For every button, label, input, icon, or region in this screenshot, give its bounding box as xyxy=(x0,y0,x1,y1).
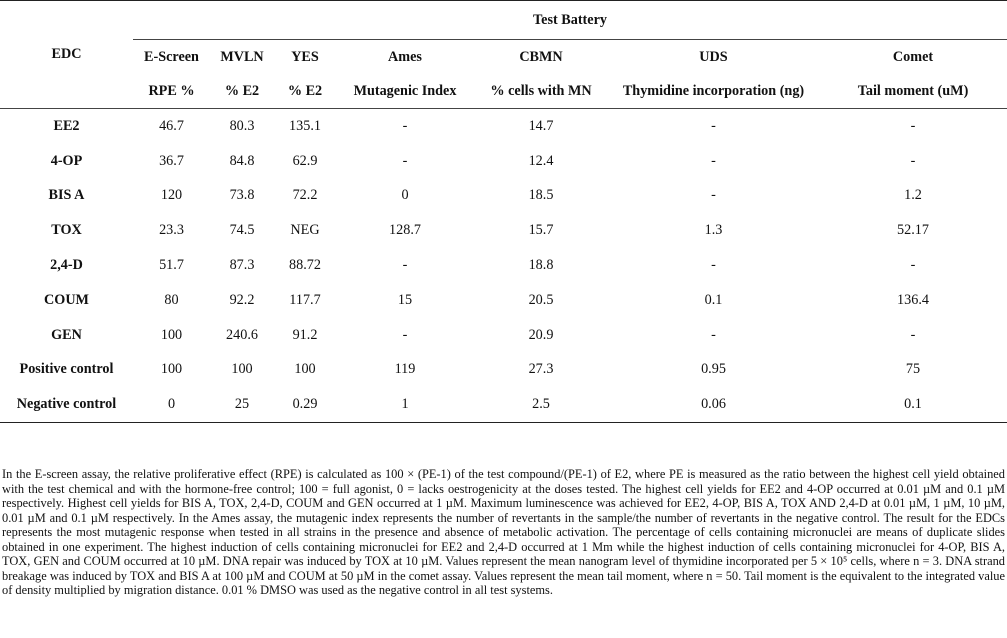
edc-label: COUM xyxy=(44,291,89,308)
column-name-row xyxy=(0,40,1007,75)
edc-label: 2,4-D xyxy=(50,257,83,274)
table-cell: - xyxy=(711,326,716,343)
table-cell: 36.7 xyxy=(159,152,184,169)
column-unit-cbmn: % cells with MN xyxy=(474,74,608,109)
table-cell: 87.3 xyxy=(229,257,255,274)
table-cell: 91.2 xyxy=(292,326,318,343)
table-cell: 74.5 xyxy=(229,222,255,239)
table-cell: NEG xyxy=(290,222,320,239)
table-cell: 100 xyxy=(160,361,183,378)
column-unit-ames: Mutagenic Index xyxy=(336,74,474,109)
table-row xyxy=(0,353,1007,388)
table-cell: 18.8 xyxy=(528,257,554,274)
column-header-uds: UDS xyxy=(699,48,728,65)
table-cell: 75 xyxy=(905,361,921,378)
table-row xyxy=(0,144,1007,179)
table-cell: 20.9 xyxy=(528,326,554,343)
test-battery-header: Test Battery xyxy=(133,1,1007,40)
table-cell: 23.3 xyxy=(159,222,184,239)
table-cell: 0.1 xyxy=(819,387,1007,422)
table-row xyxy=(0,387,1007,422)
column-header-ames: Ames xyxy=(388,48,422,65)
column-unit-yes: % E2 xyxy=(274,74,336,109)
table-cell: 0.95 xyxy=(701,361,726,378)
table-cell: 119 xyxy=(394,361,416,378)
table-cell: 100 xyxy=(231,361,253,378)
footnote-text: In the E-screen assay, the relative proliferative effect (RPE) is calculated as 100 × (PE-1) of the test compound/(PE-1) of E2, where PE is measured as the ratio between the highest cell yield obtained with the test chemical and with the hormone-free control; 100 = full agonist, 0 = lacks oestrogenicity at the doses tested. The highest cell yields for EE2 and 4-OP occurred at 0.01 µM and 0.1 µM respectively. Highest cell yields for BIS A, TOX, 2,4-D, COUM and GEN occurred at 1 µM. Maximum luminescence was achieved for EE2, 4-OP, BIS A, TOX AND 2,4-D at 0.01 µM, 1 µM, 10 µM, 0.01 µM and 0.1 µM respectively. In the Ames assay, the mutagenic index represents the number of revertants in the sample/the number of revertants in the negative control. The result for the EDCs represents the most mutagenic response when tested in all strains in the presence and absence of metabolic activation. The percentage of cells containing micronuclei are means of duplicate slides obtained in one experiment. The highest induction of cells containing micronuclei for EE2 and 2,4-D occurred at 1 Mm while the highest induction of cells containing micronuclei for 4-OP, BIS A, TOX, GEN and COUM occurred at 10 µM. DNA repair was induced by TOX at 10 µM. Values represent the mean nanogram level of thymidine incorporated per 5 × 10⁵ cells, where n = 3. DNA strand breakage was induced by TOX and BIS A at 100 µM and COUM at 50 µM in the comet assay. Values represent the mean tail moment, where n = 50. Tail moment is the equivalent to the integrated value of density multiplied by migration distance. 0.01 % DMSO was used as the negative control in all test systems. xyxy=(2,467,1005,597)
table-cell: 0 xyxy=(401,187,409,204)
table-cell: 25 xyxy=(210,387,274,422)
table-row xyxy=(0,179,1007,214)
table-cell: 240.6 xyxy=(226,326,258,343)
table-cell: 92.2 xyxy=(229,291,255,308)
table-cell: - xyxy=(910,326,916,343)
table-cell: - xyxy=(711,152,716,169)
table-cell: 1 xyxy=(336,387,474,422)
table-cell: 0 xyxy=(133,387,210,422)
column-unit-escreen: RPE % xyxy=(133,74,210,109)
table-cell: 14.7 xyxy=(528,117,554,134)
table-cell: 73.8 xyxy=(229,187,255,204)
table-cell: 80 xyxy=(164,291,179,308)
table-cell: - xyxy=(711,187,716,204)
column-header-comet: Comet xyxy=(892,48,934,65)
table-row xyxy=(0,109,1007,144)
table-cell: 15.7 xyxy=(528,222,554,239)
table-cell: 72.2 xyxy=(292,187,318,204)
table-cell: 15 xyxy=(397,291,413,308)
column-header-yes: YES xyxy=(291,48,319,65)
table-cell: 128.7 xyxy=(389,222,421,239)
table-cell: 1.2 xyxy=(904,187,922,204)
table-cell: 52.17 xyxy=(897,222,929,239)
table-cell: 20.5 xyxy=(528,291,554,308)
column-unit-mvln: % E2 xyxy=(210,74,274,109)
table-cell: 0.29 xyxy=(274,387,336,422)
table-cell: 100 xyxy=(160,326,183,343)
table-row xyxy=(0,248,1007,283)
table-cell: 0.06 xyxy=(608,387,819,422)
column-header-mvln: MVLN xyxy=(220,48,264,65)
table-cell: - xyxy=(711,117,716,134)
column-unit-row xyxy=(0,74,1007,109)
table-body xyxy=(0,109,1007,423)
edc-label: TOX xyxy=(51,222,82,239)
edc-label: Positive control xyxy=(19,361,114,378)
edc-label: 4-OP xyxy=(50,152,83,169)
table-cell: - xyxy=(402,117,408,134)
table-row xyxy=(0,213,1007,248)
table-cell: 80.3 xyxy=(229,117,255,134)
table-cell: 117.7 xyxy=(289,291,321,308)
table-cell: - xyxy=(910,257,916,274)
table-row xyxy=(0,283,1007,318)
edc-header: EDC xyxy=(0,1,133,109)
table-cell: 84.8 xyxy=(229,152,255,169)
table-cell: 18.5 xyxy=(528,187,554,204)
table-cell: 88.72 xyxy=(289,257,321,274)
table-cell: 51.7 xyxy=(159,257,184,274)
column-header-cbmn: CBMN xyxy=(519,48,563,65)
table-cell: 136.4 xyxy=(897,291,929,308)
table-row xyxy=(0,318,1007,353)
table-cell: - xyxy=(910,117,916,134)
table-cell: 0.1 xyxy=(704,291,723,308)
table-cell: 1.3 xyxy=(704,222,723,239)
table-cell: 27.3 xyxy=(528,361,554,378)
edc-label: Negative control xyxy=(0,387,133,422)
edc-label: EE2 xyxy=(53,117,80,134)
table-cell: - xyxy=(711,257,716,274)
table-cell: 2.5 xyxy=(474,387,608,422)
table-cell: 62.9 xyxy=(292,152,318,169)
edc-label: GEN xyxy=(51,326,82,343)
table-cell: 46.7 xyxy=(159,117,184,134)
table-cell: - xyxy=(910,152,916,169)
edc-label: BIS A xyxy=(48,187,85,204)
table-cell: 12.4 xyxy=(528,152,554,169)
table-cell: - xyxy=(402,152,408,169)
table-cell: - xyxy=(402,257,408,274)
column-unit-uds: Thymidine incorporation (ng) xyxy=(608,74,819,109)
column-header-escreen: E-Screen xyxy=(144,48,199,65)
column-unit-comet: Tail moment (uM) xyxy=(819,74,1007,109)
table-footnote xyxy=(2,467,1005,598)
table-cell: - xyxy=(402,326,408,343)
table-cell: 120 xyxy=(160,187,183,204)
table-cell: 100 xyxy=(294,361,316,378)
table-cell: 135.1 xyxy=(289,117,321,134)
